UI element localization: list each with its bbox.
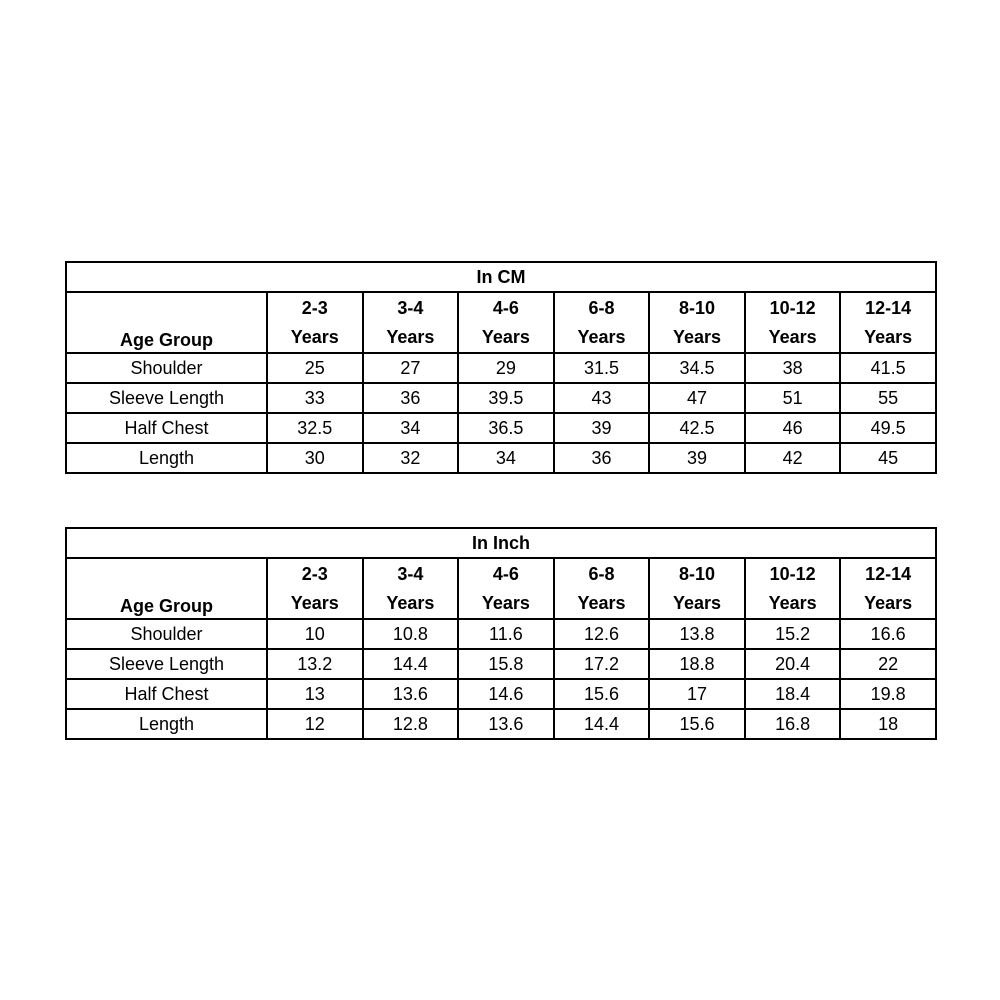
column-header (363, 558, 459, 619)
measurement-cell: 20.4 (745, 649, 841, 679)
column-header (554, 292, 650, 353)
measurement-cell: 14.4 (363, 649, 459, 679)
age-unit: Years (577, 326, 626, 347)
table-row (66, 413, 936, 443)
measurement-cell: 13.2 (267, 649, 363, 679)
table-row (66, 383, 936, 413)
column-header (840, 292, 936, 353)
age-unit: Years (864, 592, 913, 613)
measurement-cell: 13 (267, 679, 363, 709)
age-range: 12-14 (865, 563, 912, 584)
measurement-cell: 25 (267, 353, 363, 383)
measurement-cell: 17 (649, 679, 745, 709)
column-header (745, 558, 841, 619)
age-range: 6-8 (588, 297, 615, 318)
column-header (363, 292, 459, 353)
age-range: 6-8 (588, 563, 615, 584)
measurement-cell: 27 (363, 353, 459, 383)
measurement-cell: 31.5 (554, 353, 650, 383)
measurement-cell: 18 (840, 709, 936, 739)
measurement-cell: 42.5 (649, 413, 745, 443)
table-row (66, 709, 936, 739)
measurement-cell: 22 (840, 649, 936, 679)
table-header-row (66, 292, 936, 353)
age-unit: Years (481, 326, 530, 347)
measurement-cell: 45 (840, 443, 936, 473)
table-row (66, 649, 936, 679)
measurement-cell: 33 (267, 383, 363, 413)
table-header-row (66, 558, 936, 619)
measurement-cell: 55 (840, 383, 936, 413)
age-unit: Years (481, 592, 530, 613)
header-age-group: Age Group (66, 558, 267, 619)
measurement-cell: 49.5 (840, 413, 936, 443)
measurement-cell: 10 (267, 619, 363, 649)
age-unit: Years (386, 326, 435, 347)
column-header (745, 292, 841, 353)
row-label: Length (66, 709, 267, 739)
measurement-cell: 36 (554, 443, 650, 473)
table-title: In Inch (66, 528, 936, 558)
measurement-cell: 13.6 (363, 679, 459, 709)
column-header (267, 558, 363, 619)
age-unit: Years (290, 326, 339, 347)
measurement-cell: 12.6 (554, 619, 650, 649)
measurement-cell: 32.5 (267, 413, 363, 443)
measurement-cell: 29 (458, 353, 554, 383)
measurement-cell: 15.2 (745, 619, 841, 649)
age-range: 4-6 (492, 563, 519, 584)
column-header (458, 558, 554, 619)
column-header (649, 558, 745, 619)
age-range: 4-6 (492, 297, 519, 318)
age-range: 10-12 (769, 297, 816, 318)
age-unit: Years (290, 592, 339, 613)
table-title: In CM (66, 262, 936, 292)
table-row (66, 679, 936, 709)
age-unit: Years (673, 592, 722, 613)
measurement-cell: 16.6 (840, 619, 936, 649)
row-label: Sleeve Length (66, 649, 267, 679)
age-unit: Years (768, 592, 817, 613)
measurement-cell: 18.4 (745, 679, 841, 709)
measurement-cell: 13.8 (649, 619, 745, 649)
column-header (458, 292, 554, 353)
measurement-cell: 34.5 (649, 353, 745, 383)
measurement-cell: 36 (363, 383, 459, 413)
row-label: Shoulder (66, 619, 267, 649)
measurement-cell: 46 (745, 413, 841, 443)
age-range: 2-3 (301, 297, 328, 318)
measurement-cell: 19.8 (840, 679, 936, 709)
row-label: Half Chest (66, 679, 267, 709)
measurement-cell: 11.6 (458, 619, 554, 649)
measurement-cell: 10.8 (363, 619, 459, 649)
measurement-cell: 14.6 (458, 679, 554, 709)
age-range: 10-12 (769, 563, 816, 584)
age-range: 8-10 (679, 297, 716, 318)
size-table-cm (65, 261, 937, 474)
measurement-cell: 38 (745, 353, 841, 383)
age-range: 8-10 (679, 563, 716, 584)
measurement-cell: 16.8 (745, 709, 841, 739)
measurement-cell: 15.8 (458, 649, 554, 679)
row-label: Length (66, 443, 267, 473)
measurement-cell: 39.5 (458, 383, 554, 413)
row-label: Half Chest (66, 413, 267, 443)
table-title-row (66, 262, 936, 292)
measurement-cell: 18.8 (649, 649, 745, 679)
measurement-cell: 34 (363, 413, 459, 443)
table-row (66, 353, 936, 383)
column-header (649, 292, 745, 353)
measurement-cell: 47 (649, 383, 745, 413)
header-age-group: Age Group (66, 292, 267, 353)
age-unit: Years (673, 326, 722, 347)
measurement-cell: 39 (649, 443, 745, 473)
measurement-cell: 12 (267, 709, 363, 739)
age-unit: Years (577, 592, 626, 613)
row-label: Sleeve Length (66, 383, 267, 413)
measurement-cell: 34 (458, 443, 554, 473)
age-range: 2-3 (301, 563, 328, 584)
age-range: 3-4 (397, 563, 424, 584)
measurement-cell: 13.6 (458, 709, 554, 739)
measurement-cell: 32 (363, 443, 459, 473)
measurement-cell: 51 (745, 383, 841, 413)
table-title-row (66, 528, 936, 558)
table-row (66, 619, 936, 649)
measurement-cell: 17.2 (554, 649, 650, 679)
measurement-cell: 15.6 (649, 709, 745, 739)
measurement-cell: 39 (554, 413, 650, 443)
column-header (554, 558, 650, 619)
row-label: Shoulder (66, 353, 267, 383)
age-unit: Years (768, 326, 817, 347)
measurement-cell: 30 (267, 443, 363, 473)
measurement-cell: 42 (745, 443, 841, 473)
table-row (66, 443, 936, 473)
column-header (840, 558, 936, 619)
age-unit: Years (386, 592, 435, 613)
age-range: 3-4 (397, 297, 424, 318)
measurement-cell: 43 (554, 383, 650, 413)
column-header (267, 292, 363, 353)
measurement-cell: 12.8 (363, 709, 459, 739)
measurement-cell: 36.5 (458, 413, 554, 443)
age-range: 12-14 (865, 297, 912, 318)
age-unit: Years (864, 326, 913, 347)
size-table-inch (65, 527, 937, 740)
measurement-cell: 15.6 (554, 679, 650, 709)
measurement-cell: 14.4 (554, 709, 650, 739)
measurement-cell: 41.5 (840, 353, 936, 383)
